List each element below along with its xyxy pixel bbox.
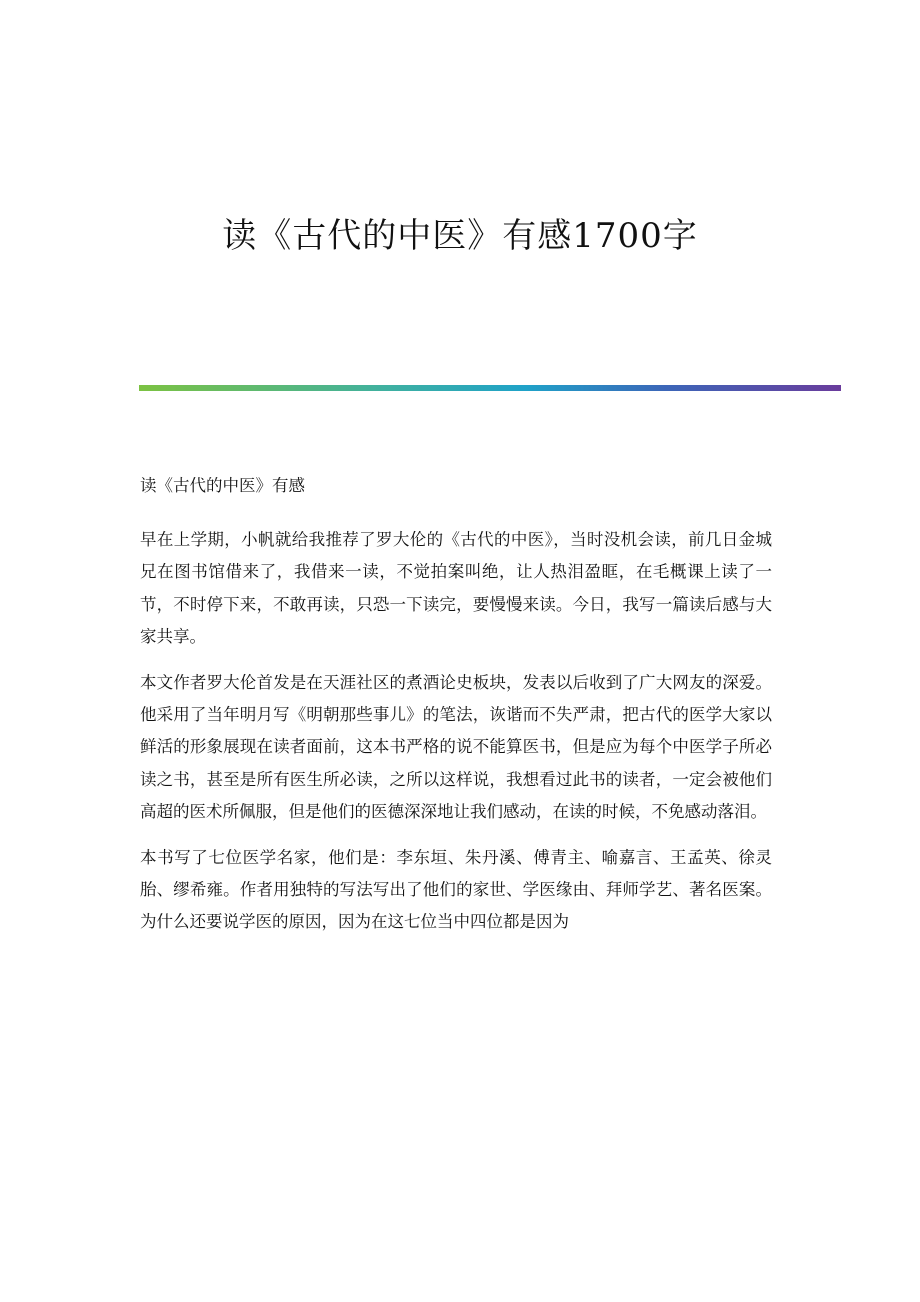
paragraph: 本文作者罗大伦首发是在天涯社区的煮酒论史板块，发表以后收到了广大网友的深爱。他采用了当年明月写《明朝那些事儿》的笔法，诙谐而不失严肃，把古代的医学大家以鲜活的形象展现在读者面前，这本书严格的说不能算医书，但是应为每个中医学子所必读之书，甚至是所有医生所必读，之所以这样说，我想看过此书的读者，一定会被他们高超的医术所佩服，但是他们的医德深深地让我们感动，在读的时候，不免感动落泪。 bbox=[140, 673, 772, 821]
document-title: 读《古代的中医》有感1700字 bbox=[222, 216, 698, 256]
document-subtitle: 读《古代的中医》有感 bbox=[140, 476, 305, 495]
title-divider bbox=[139, 385, 841, 391]
document-body bbox=[140, 470, 772, 953]
paragraph: 早在上学期，小帆就给我推荐了罗大伦的《古代的中医》，当时没机会读，前几日金城兄在图书馆借来了，我借来一读，不觉拍案叫绝，让人热泪盈眶，在毛概课上读了一节，不时停下来，不敢再读，只恐一下读完，要慢慢来读。今日，我写一篇读后感与大家共享。 bbox=[140, 530, 772, 646]
paragraph: 本书写了七位医学名家，他们是：李东垣、朱丹溪、傅青主、喻嘉言、王孟英、徐灵胎、缪希雍。作者用独特的写法写出了他们的家世、学医缘由、拜师学艺、著名医案。为什么还要说学医的原因，因为在这七位当中四位都是因为 bbox=[140, 848, 772, 932]
